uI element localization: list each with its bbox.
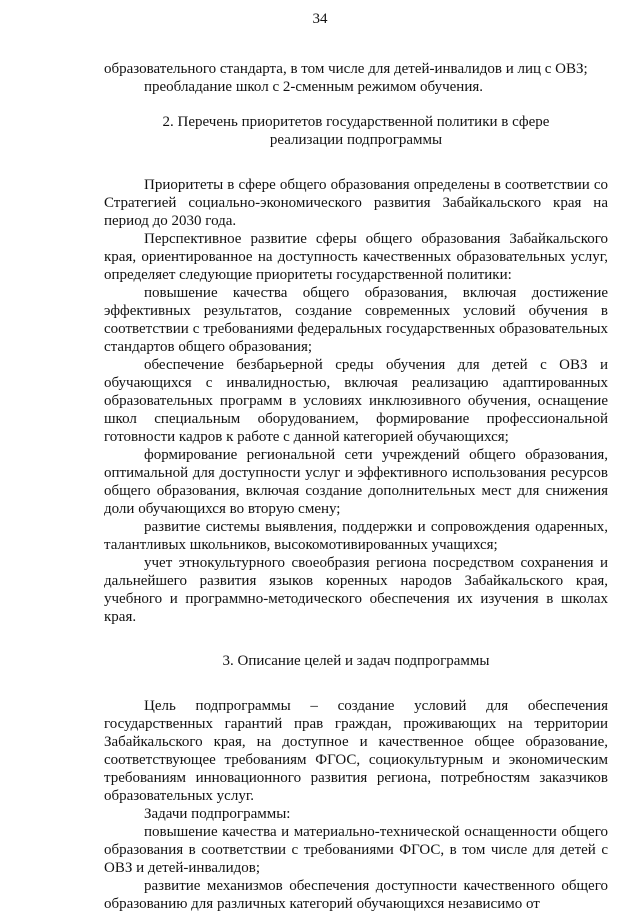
page-number: 34 bbox=[312, 11, 328, 27]
intro-line-2: преобладание школ с 2-сменным режимом обучения. bbox=[144, 79, 484, 95]
priority-item: обеспечение безбарьерной среды обучения для детей с ОВЗ и обучающихся с инвалидностью, включая реализацию адаптированных образовательных программ в условиях инклюзивного обучения, оснащение школ специальным оборудованием, формирование профессиональной готовности кадров к работе с данной категорией обучающихся; bbox=[104, 357, 608, 445]
task-item: повышение качества и материально-технической оснащенности общего образования в соответствии с требованиями ФГОС, в том числе для детей с ОВЗ и детей-инвалидов; bbox=[104, 824, 608, 876]
priority-item: формирование региональной сети учреждений общего образования, оптимальной для доступности услуг и эффективного использования ресурсов общего образования, включая создание дополнительных мест для снижения доли обучающихся во вторую смену; bbox=[104, 447, 608, 517]
section-3-heading: 3. Описание целей и задач подпрограммы bbox=[222, 653, 490, 669]
priority-item: учет этнокультурного своеобразия региона посредством сохранения и дальнейшего развития языков коренных народов Забайкальского края, учебного и программно-методического обеспечения их изучения в школах края. bbox=[104, 555, 608, 625]
section-2-paragraph: Приоритеты в сфере общего образования определены в соответствии со Стратегией социально-экономического развития Забайкальского края на период до 2030 года. bbox=[104, 177, 608, 229]
page-content bbox=[104, 60, 608, 913]
section-2-title-line-2: реализации подпрограммы bbox=[269, 132, 443, 148]
priority-item: повышение качества общего образования, включая достижение эффективных результатов, создание современных условий обучения в соответствии с требованиями федеральных государственных образовательных стандартов общего образования; bbox=[104, 285, 608, 355]
section-2-paragraph: Перспективное развитие сферы общего образования Забайкальского края, ориентированное на доступность качественных образовательных услуг, определяет следующие приоритеты государственной политики: bbox=[104, 231, 608, 283]
subprogram-goal: Цель подпрограммы – создание условий для обеспечения государственных гарантий прав граждан, проживающих на территории Забайкальского края, на доступное и качественное общее образование, соответствующее требованиям ФГОС, социокультурным и экономическим требованиям инновационного развития региона, потребностям заказчиков образовательных услуг. bbox=[104, 698, 608, 804]
intro-line-1: образовательного стандарта, в том числе для детей-инвалидов и лиц с ОВЗ; bbox=[104, 61, 588, 77]
priority-item: развитие системы выявления, поддержки и сопровождения одаренных, талантливых школьников, высокомотивированных учащихся; bbox=[104, 519, 608, 553]
tasks-label: Задачи подпрограммы: bbox=[144, 806, 291, 822]
task-item: развитие механизмов обеспечения доступности качественного общего образованию для различных категорий обучающихся независимо от bbox=[104, 878, 608, 912]
section-2-title-line-1: 2. Перечень приоритетов государственной политики в сфере bbox=[162, 114, 550, 130]
section-2-heading bbox=[104, 113, 608, 149]
